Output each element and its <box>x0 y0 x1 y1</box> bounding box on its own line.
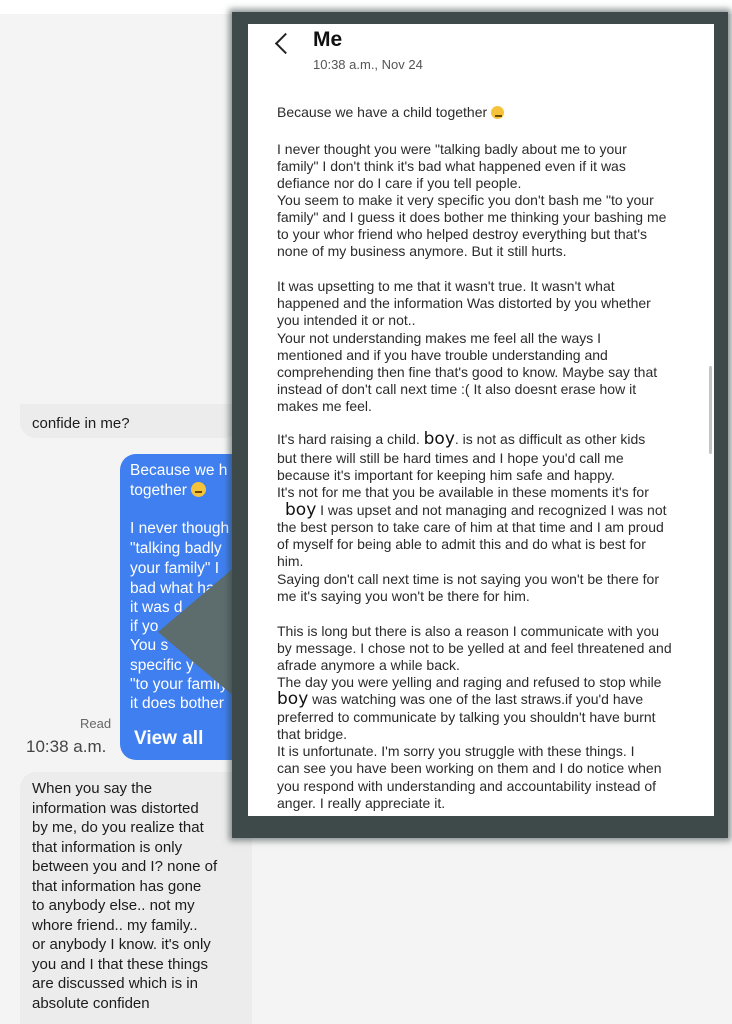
incoming-message-bubble[interactable] <box>20 404 240 438</box>
message-datetime: 10:38 a.m., Nov 24 <box>313 57 423 72</box>
message-line: I never thought you were "talking badly about me to your <box>277 141 627 157</box>
bubble-line: specific y <box>130 657 194 674</box>
message-line: Saying don't call next time is not saying you won't be there for <box>277 571 659 587</box>
message-line: The day you were yelling and raging and refused to stop while <box>277 674 662 690</box>
bubble-line: it does bother <box>130 695 224 712</box>
message-line: defiance nor do I care if you tell people. <box>277 175 522 191</box>
message-line: you intended it or not.. <box>277 312 416 328</box>
message-line: It's not for me that you be available in these moments it's for <box>277 484 649 500</box>
message-line: you respond with understanding and accountability instead of <box>277 778 657 794</box>
bubble-line: absolute confiden <box>32 995 150 1012</box>
message-line: makes me feel. <box>277 398 372 414</box>
sender-name: Me <box>313 28 343 51</box>
read-receipt: Read <box>80 716 112 731</box>
bubble-line: you and I that these things <box>32 956 208 973</box>
bubble-line: are discussed which is in <box>32 975 198 992</box>
incoming-message-text: confide in me? <box>32 415 130 432</box>
view-all-button[interactable]: View all <box>134 728 204 749</box>
message-line: by message. I chose not to be yelled at and feel threatened and <box>277 640 672 656</box>
message-line: the best person to take care of him at that time and I am proud <box>277 519 664 535</box>
smiling-face-icon <box>191 482 206 497</box>
message-line: family" and I guess it does bother me thinking your bashing me <box>277 209 667 225</box>
message-line: because it's important for keeping him safe and happy. <box>277 467 615 483</box>
name-placeholder: boy <box>285 500 317 520</box>
message-line: but there will still be hard times and I hope you'd call me <box>277 450 624 466</box>
bubble-line: to anybody else.. not my <box>32 897 195 914</box>
message-line: This is long but there is also a reason I communicate with you <box>277 623 660 639</box>
message-line: none of my business anymore. But it still hurts. <box>277 243 567 259</box>
message-line: boy I was upset and not managing and recognized I was not <box>285 500 667 520</box>
message-line: It is unfortunate. I'm sorry you struggle with these things. I <box>277 743 635 759</box>
message-line: to your whor friend who helped destroy everything but that's <box>277 226 647 242</box>
bubble-line: it was d <box>130 599 183 616</box>
bubble-line: I never though <box>130 520 230 537</box>
message-line: instead of don't call next time :( It also doesnt erase how it <box>277 381 637 397</box>
message-line: boy was watching was one of the last straws.if you'd have <box>277 689 644 709</box>
message-line: comprehending then fine that's good to know. Maybe say that <box>277 364 658 380</box>
message-line: family" I don't think it's bad what happened even if it was <box>277 158 626 174</box>
bubble-line: together <box>130 482 206 500</box>
bubble-line: your family" I <box>130 560 220 577</box>
name-placeholder: boy <box>423 429 455 449</box>
bubble-line: Because we h <box>130 462 228 479</box>
bubble-line: bad what ha <box>130 580 215 597</box>
bubble-line: or anybody I know. it's only <box>32 936 211 953</box>
message-line: preferred to communicate by talking you shouldn't have burnt <box>277 709 656 725</box>
bubble-line: information was distorted <box>32 800 199 817</box>
message-line: of myself for being able to admit this and do what is best for <box>277 536 646 552</box>
bubble-line: by me, do you realize that <box>32 819 204 836</box>
message-line: afrade anymore a while back. <box>277 657 460 673</box>
bubble-line: between you and I? none of <box>32 858 218 875</box>
bubble-line: that information has gone <box>32 878 202 895</box>
bubble-line: When you say the <box>32 780 153 797</box>
smiling-face-icon <box>491 106 504 119</box>
message-line: happened and the information Was distorted by you whether <box>277 295 651 311</box>
bubble-line: "to your family <box>130 676 228 693</box>
message-line: You seem to make it very specific you don't bash me "to your <box>277 192 654 208</box>
bubble-line: You s <box>130 637 169 654</box>
message-line: him. <box>277 553 304 569</box>
message-line: anger. I really appreciate it. <box>277 795 446 811</box>
message-timestamp: 10:38 a.m. <box>26 737 107 756</box>
scrollbar[interactable] <box>709 366 712 454</box>
message-line: can see you have been working on them and I do notice when <box>277 760 662 776</box>
bubble-line: if yo <box>130 618 159 635</box>
message-line: me it's saying you won't be there for him. <box>277 588 530 604</box>
name-placeholder: boy <box>277 689 309 709</box>
incoming-message-bubble[interactable] <box>20 772 252 1024</box>
callout-pointer <box>158 566 236 698</box>
bubble-line: that information is only <box>32 839 183 856</box>
message-line: Your not understanding makes me feel all the ways I <box>277 330 602 346</box>
message-line: mentioned and if you have trouble understanding and <box>277 347 608 363</box>
message-line: It's hard raising a child. boy. is not as difficult as other kids <box>277 429 646 449</box>
bubble-line: "talking badly <box>130 540 222 557</box>
message-line: Because we have a child together <box>277 104 504 121</box>
message-line: It was upsetting to me that it wasn't true. It wasn't what <box>277 278 615 294</box>
message-line: that bridge. <box>277 726 348 742</box>
bubble-line: whore friend.. my family.. <box>32 917 198 934</box>
